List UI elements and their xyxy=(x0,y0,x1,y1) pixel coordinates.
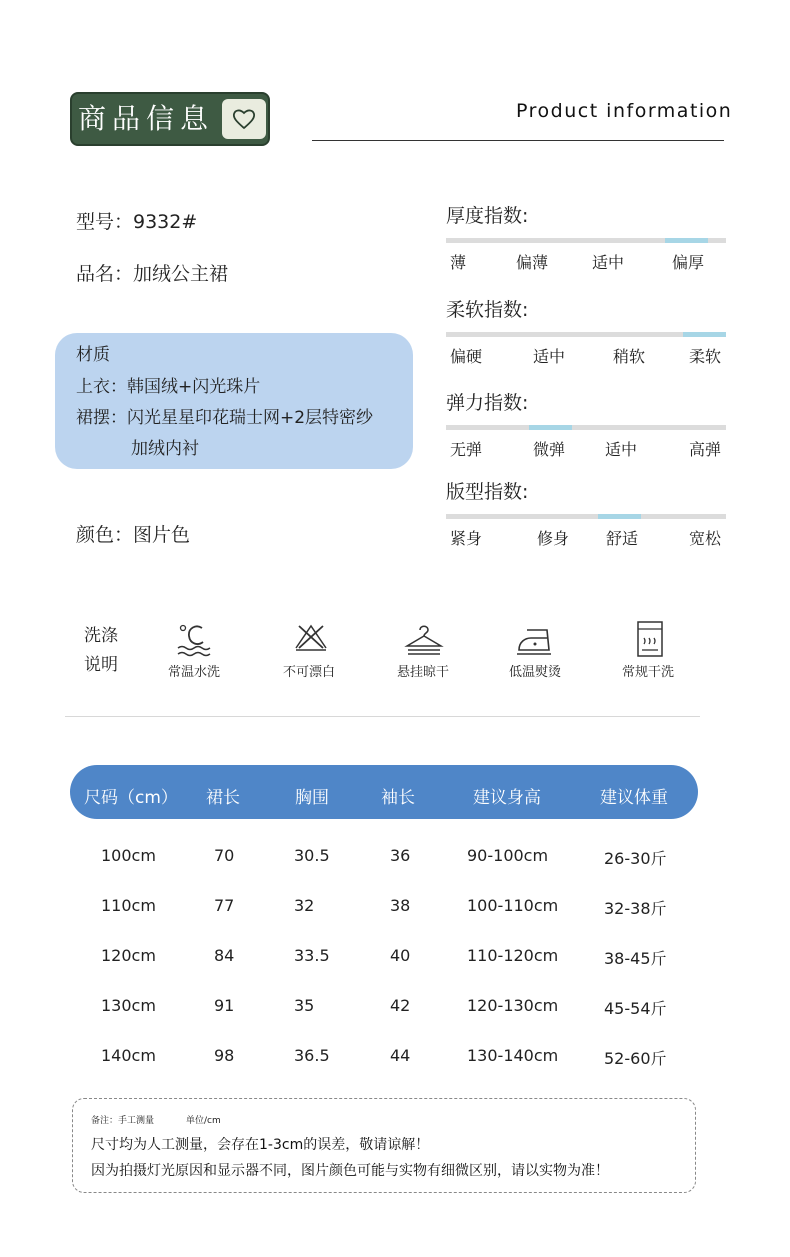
table-cell: 120cm xyxy=(101,946,156,965)
table-cell: 42 xyxy=(390,996,411,1015)
table-header-cell: 胸围 xyxy=(295,788,329,808)
elasticity-index-highlight xyxy=(529,425,572,430)
fit-label: 宽松 xyxy=(689,529,722,548)
table-cell: 36.5 xyxy=(294,1046,330,1065)
fit-label: 修身 xyxy=(537,529,570,548)
table-cell: 45-54斤 xyxy=(604,999,667,1018)
no-bleach-icon xyxy=(293,622,333,662)
table-cell: 98 xyxy=(214,1046,235,1065)
table-cell: 33.5 xyxy=(294,946,330,965)
table-cell: 44 xyxy=(390,1046,411,1065)
elasticity-index-track xyxy=(446,425,726,430)
table-header-cell: 建议身高 xyxy=(473,788,541,808)
heart-badge xyxy=(222,99,266,139)
table-cell: 130-140cm xyxy=(467,1046,559,1065)
iron-icon xyxy=(515,622,555,662)
table-cell: 90-100cm xyxy=(467,846,549,865)
note-measure: 备注：手工测量 xyxy=(91,1116,155,1126)
wash-title xyxy=(84,622,118,680)
table-cell: 100cm xyxy=(101,846,156,865)
material-title: 材质 xyxy=(76,345,110,365)
table-cell: 30.5 xyxy=(294,846,330,865)
elasticity-label: 微弹 xyxy=(533,440,566,459)
material-skirt-cont: 加绒内衬 xyxy=(131,439,199,459)
wash-label: 常规干洗 xyxy=(621,665,674,680)
fit-label: 紧身 xyxy=(450,529,483,548)
material-skirt: 裙摆：闪光星星印花瑞士网+2层特密纱 xyxy=(76,408,374,428)
thickness-label: 偏厚 xyxy=(672,253,705,272)
softness-label: 偏硬 xyxy=(450,347,483,366)
table-cell: 38-45斤 xyxy=(604,949,667,968)
table-cell: 32-38斤 xyxy=(604,899,667,918)
elasticity-label: 高弹 xyxy=(689,440,722,459)
page-title-english: Product information xyxy=(516,100,733,122)
softness-label: 柔软 xyxy=(689,347,722,366)
model-number: 型号：9332# xyxy=(76,211,198,233)
wash-label: 不可漂白 xyxy=(282,665,335,680)
table-header-cell: 裙长 xyxy=(206,788,240,808)
elasticity-label: 适中 xyxy=(605,440,638,459)
product-color: 颜色：图片色 xyxy=(76,524,191,546)
thickness-label: 偏薄 xyxy=(516,253,549,272)
table-cell: 140cm xyxy=(101,1046,156,1065)
note-unit: 单位/cm xyxy=(186,1116,221,1126)
wash-label: 悬挂晾干 xyxy=(396,665,449,680)
table-cell: 26-30斤 xyxy=(604,849,667,868)
wash-title-line2: 说明 xyxy=(84,655,118,675)
softness-label: 稍软 xyxy=(613,347,646,366)
note-line-2: 因为拍摄灯光原因和显示器不同，图片颜色可能与实物有细微区别，请以实物为准！ xyxy=(91,1163,609,1179)
softness-index-title: 柔软指数: xyxy=(446,299,529,321)
table-cell: 91 xyxy=(214,996,235,1015)
elasticity-label: 无弹 xyxy=(450,440,483,459)
fit-index-highlight xyxy=(598,514,641,519)
table-cell: 70 xyxy=(214,846,235,865)
water-wash-icon xyxy=(176,622,216,662)
softness-index-highlight xyxy=(683,332,726,337)
table-header-cell: 尺码（cm） xyxy=(84,788,178,808)
wash-label: 低温熨烫 xyxy=(508,665,561,680)
wash-label: 常温水洗 xyxy=(167,665,220,680)
table-cell: 38 xyxy=(390,896,411,915)
table-cell: 40 xyxy=(390,946,411,965)
table-cell: 52-60斤 xyxy=(604,1049,667,1068)
table-header-cell: 建议体重 xyxy=(600,788,668,808)
table-cell: 84 xyxy=(214,946,235,965)
wash-title-line1: 洗涤 xyxy=(84,626,118,646)
hang-dry-icon xyxy=(404,622,444,662)
thickness-label: 薄 xyxy=(450,253,467,272)
table-cell: 36 xyxy=(390,846,411,865)
softness-label: 适中 xyxy=(533,347,566,366)
fit-index-title: 版型指数: xyxy=(446,481,529,503)
elasticity-index-title: 弹力指数: xyxy=(446,392,529,414)
product-name: 品名：加绒公主裙 xyxy=(76,263,229,285)
table-cell: 110-120cm xyxy=(467,946,559,965)
table-cell: 120-130cm xyxy=(467,996,559,1015)
table-cell: 32 xyxy=(294,896,315,915)
thickness-index-title: 厚度指数: xyxy=(446,205,529,227)
header-divider xyxy=(312,140,724,141)
table-cell: 100-110cm xyxy=(467,896,559,915)
section-divider xyxy=(65,716,700,717)
thickness-label: 适中 xyxy=(592,253,625,272)
fit-index-track xyxy=(446,514,726,519)
fit-label: 舒适 xyxy=(606,529,639,548)
table-cell: 77 xyxy=(214,896,235,915)
heart-icon xyxy=(232,108,256,130)
page-title: 商品信息 xyxy=(78,102,215,135)
note-line-1: 尺寸均为人工测量，会存在1-3cm的误差，敬请谅解！ xyxy=(91,1137,430,1153)
dry-clean-icon xyxy=(630,620,670,660)
table-cell: 130cm xyxy=(101,996,156,1015)
material-top: 上衣：韩国绒+闪光珠片 xyxy=(76,377,261,397)
table-cell: 110cm xyxy=(101,896,156,915)
table-header-cell: 袖长 xyxy=(381,788,415,808)
table-cell: 35 xyxy=(294,996,315,1015)
thickness-index-highlight xyxy=(665,238,708,243)
